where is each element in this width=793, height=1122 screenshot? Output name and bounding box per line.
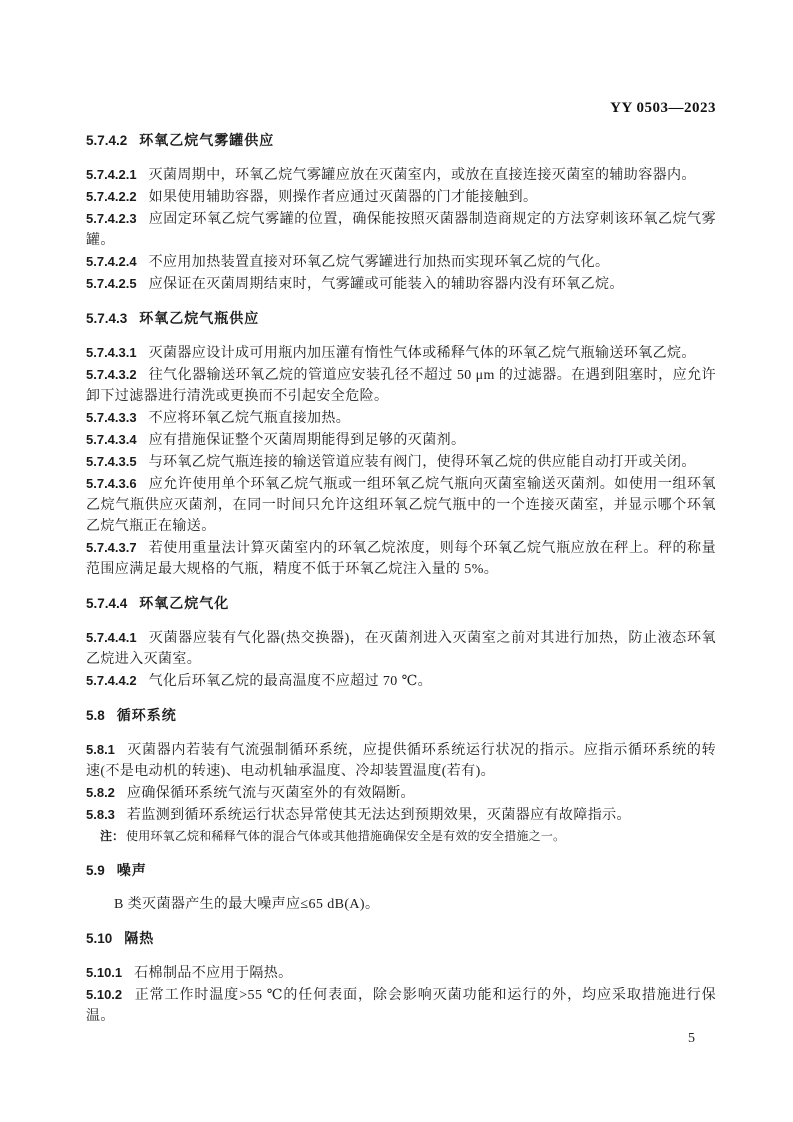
clause-text: 往气化器输送环氧乙烷的管道应安装孔径不超过 50 μm 的过滤器。在遇到阻塞时，应允许卸下过滤器进行清洗或更换而不引起安全危险。: [86, 368, 716, 404]
standard-number: YY 0503—2023: [610, 100, 716, 116]
clause-number: 5.7.4.3.5: [86, 454, 137, 469]
section-heading: [86, 860, 716, 881]
clause-number: 5.7.4.3: [86, 311, 128, 326]
section-title: 隔热: [124, 930, 155, 946]
clause-number: 5.8.3: [86, 807, 115, 822]
clause-paragraph: [86, 473, 716, 537]
clause-paragraph: [86, 537, 716, 580]
clause-text: 石棉制品不应用于隔热。: [134, 966, 293, 981]
clause-paragraph: [86, 782, 716, 804]
clause-number: 5.7.4.4.2: [86, 673, 137, 688]
clause-text: 灭菌器应设计成可用瓶内加压灌有惰性气体或稀释气体的环氧乙烷气瓶输送环氧乙烷。: [148, 346, 696, 361]
clause-paragraph: [86, 429, 716, 451]
clause-paragraph: [86, 164, 716, 186]
clause-paragraph: [86, 627, 716, 670]
clause-text: 灭菌器内若装有气流强制循环系统，应提供循环系统运行状况的指示。应指示循环系统的转速(不是电动机的转速)、电动机轴承温度、冷却装置温度(若有)。: [86, 743, 716, 779]
clause-text: 不应将环氧乙烷气瓶直接加热。: [148, 411, 351, 426]
clause-paragraph: [86, 670, 716, 692]
clause-text: 应固定环氧乙烷气雾罐的位置，确保能按照灭菌器制造商规定的方法穿刺该环氧乙烷气雾罐。: [86, 212, 716, 248]
section-title: 噪声: [116, 862, 147, 878]
clause-number: 5.7.4.2.3: [86, 211, 137, 226]
clause-text: 应确保循环系统气流与灭菌室外的有效隔断。: [126, 786, 415, 801]
clause-paragraph: [86, 273, 716, 295]
section-heading: [86, 130, 716, 151]
clause-paragraph: [86, 962, 716, 984]
clause-number: 5.7.4.3.3: [86, 410, 137, 425]
clause-number: 5.7.4.2: [86, 133, 128, 148]
note-label: 注：: [100, 829, 125, 843]
section-heading: [86, 308, 716, 329]
clause-text: 正常工作时温度>55 ℃的任何表面，除会影响灭菌功能和运行的外，均应采取措施进行保温。: [86, 988, 716, 1024]
section-title: 环氧乙烷气雾罐供应: [139, 132, 275, 148]
clause-number: 5.7.4.2.1: [86, 167, 137, 182]
clause-number: 5.7.4.3.4: [86, 432, 137, 447]
clause-number: 5.7.4.4.1: [86, 630, 137, 645]
clause-paragraph: [86, 364, 716, 407]
clause-number: 5.10.2: [86, 987, 123, 1002]
clause-number: 5.10: [86, 931, 113, 946]
clause-number: 5.9: [86, 863, 105, 878]
clause-paragraph: [86, 251, 716, 273]
clause-text: 若使用重量法计算灭菌室内的环氧乙烷浓度，则每个环氧乙烷气瓶应放在秤上。秤的称量范围应满足最大规格的气瓶，精度不低于环氧乙烷注入量的 5%。: [86, 541, 716, 577]
clause-paragraph: [86, 407, 716, 429]
clause-text: 应有措施保证整个灭菌周期能得到足够的灭菌剂。: [148, 433, 466, 448]
section-heading: [86, 593, 716, 614]
clause-text: 若监测到循环系统运行状态异常使其无法达到预期效果，灭菌器应有故障指示。: [126, 808, 631, 823]
clause-number: 5.8.1: [86, 742, 115, 757]
section-heading: [86, 928, 716, 949]
clause-number: 5.7.4.2.2: [86, 189, 137, 204]
clause-number: 5.10.1: [86, 965, 123, 980]
clause-number: 5.7.4.3.7: [86, 540, 137, 555]
section-title: 循环系统: [116, 707, 177, 723]
clause-text: 应允许使用单个环氧乙烷气瓶或一组环氧乙烷气瓶向灭菌室输送灭菌剂。如使用一组环氧乙烷气瓶供应灭菌剂，在同一时间只允许这组环氧乙烷气瓶中的一个连接灭菌室，并显示哪个环氧乙烷气瓶正在输送。: [86, 477, 716, 534]
clause-text: 气化后环氧乙烷的最高温度不应超过 70 ℃。: [148, 674, 433, 689]
clause-number: 5.8: [86, 708, 105, 723]
clause-text: 使用环氧乙烷和稀释气体的混合气体或其他措施确保安全是有效的安全措施之一。: [126, 829, 566, 843]
clause-paragraph: [86, 208, 716, 251]
section-heading: [86, 705, 716, 726]
note-line: [86, 826, 716, 847]
clause-number: 5.7.4.2.5: [86, 276, 137, 291]
clause-paragraph: [86, 984, 716, 1027]
clause-paragraph: [86, 342, 716, 364]
section-title: 环氧乙烷气瓶供应: [139, 310, 260, 326]
clause-number: 5.8.2: [86, 785, 115, 800]
clause-paragraph: [86, 804, 716, 826]
clause-paragraph: [86, 451, 716, 473]
clause-paragraph: [86, 739, 716, 782]
clause-number: 5.7.4.3.1: [86, 345, 137, 360]
document-body: [86, 130, 716, 1027]
section-title: 环氧乙烷气化: [139, 595, 230, 611]
clause-number: 5.7.4.4: [86, 596, 128, 611]
clause-number: 5.7.4.3.2: [86, 367, 137, 382]
clause-text: 不应用加热装置直接对环氧乙烷气雾罐进行加热而实现环氧乙烷的气化。: [148, 255, 610, 270]
clause-text: 与环氧乙烷气瓶连接的输送管道应装有阀门，使得环氧乙烷的供应能自动打开或关闭。: [148, 455, 696, 470]
clause-text: 灭菌器应装有气化器(热交换器)，在灭菌剂进入灭菌室之前对其进行加热，防止液态环氧乙烷进入灭菌室。: [86, 631, 716, 667]
clause-text: 应保证在灭菌周期结束时，气雾罐或可能装入的辅助容器内没有环氧乙烷。: [148, 277, 624, 292]
body-paragraph: [86, 894, 716, 915]
page-number: 5: [688, 1031, 695, 1046]
clause-number: 5.7.4.3.6: [86, 476, 137, 491]
clause-text: 如果使用辅助容器，则操作者应通过灭菌器的门才能接触到。: [148, 190, 538, 205]
clause-text: 灭菌周期中，环氧乙烷气雾罐应放在灭菌室内，或放在直接连接灭菌室的辅助容器内。: [148, 168, 696, 183]
clause-paragraph: [86, 186, 716, 208]
document-content: [86, 99, 716, 1027]
clause-text: B 类灭菌器产生的最大噪声应≤65 dB(A)。: [114, 897, 380, 912]
clause-number: 5.7.4.2.4: [86, 254, 137, 269]
